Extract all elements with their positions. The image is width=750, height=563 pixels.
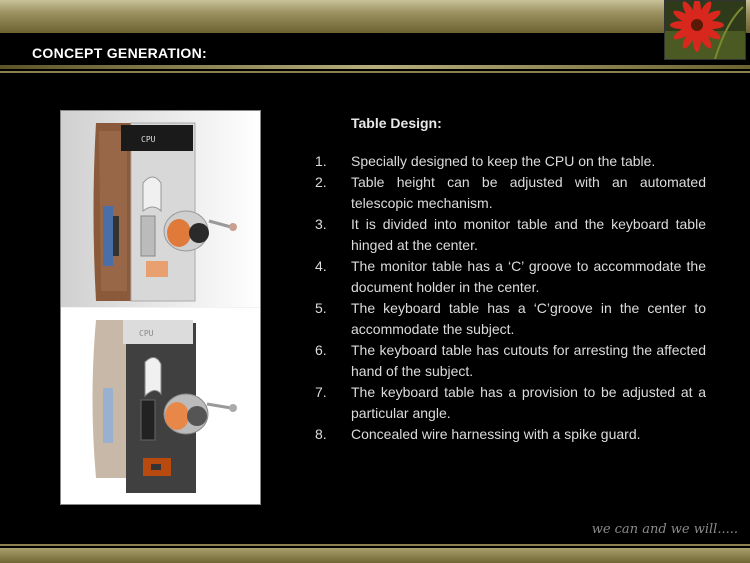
- section-heading: Table Design:: [351, 115, 442, 131]
- list-item: 6. The keyboard table has cutouts for arresting the affected hand of the subject.: [315, 342, 706, 379]
- list-item: 3. It is divided into monitor table and the keyboard table hinged at the center.: [315, 216, 706, 253]
- table-design-illustration: [60, 110, 261, 505]
- table-design-content: [315, 115, 706, 445]
- list-item: 8. Concealed wire harnessing with a spike guard.: [315, 426, 641, 442]
- header-rule: [0, 65, 750, 69]
- slide-title: CONCEPT GENERATION:: [32, 45, 207, 61]
- list-item: 5. The keyboard table has a ‘C’groove in the center to accommodate the subject.: [315, 300, 706, 337]
- cpu-label-top: CPU: [141, 135, 156, 144]
- list-item: 4. The monitor table has a ‘C’ groove to accommodate the document holder in the center.: [315, 258, 706, 295]
- footer-rule: [0, 544, 750, 546]
- top-view-panel: [61, 111, 260, 307]
- design-points-list: [315, 151, 706, 445]
- flower-image: [664, 0, 746, 60]
- list-item: 7. The keyboard table has a provision to be adjusted at a particular angle.: [315, 384, 706, 421]
- bottom-gold-band: [0, 548, 750, 563]
- bottom-view-panel: [61, 308, 260, 504]
- cpu-label-bottom: CPU: [139, 329, 154, 338]
- list-item: 1. Specially designed to keep the CPU on the table.: [315, 153, 656, 169]
- tagline: we can and we will.....: [591, 522, 738, 537]
- top-gold-band: [0, 0, 750, 33]
- list-item: 2. Table height can be adjusted with an automated telescopic mechanism.: [315, 174, 706, 211]
- header-rule-thin: [0, 71, 750, 73]
